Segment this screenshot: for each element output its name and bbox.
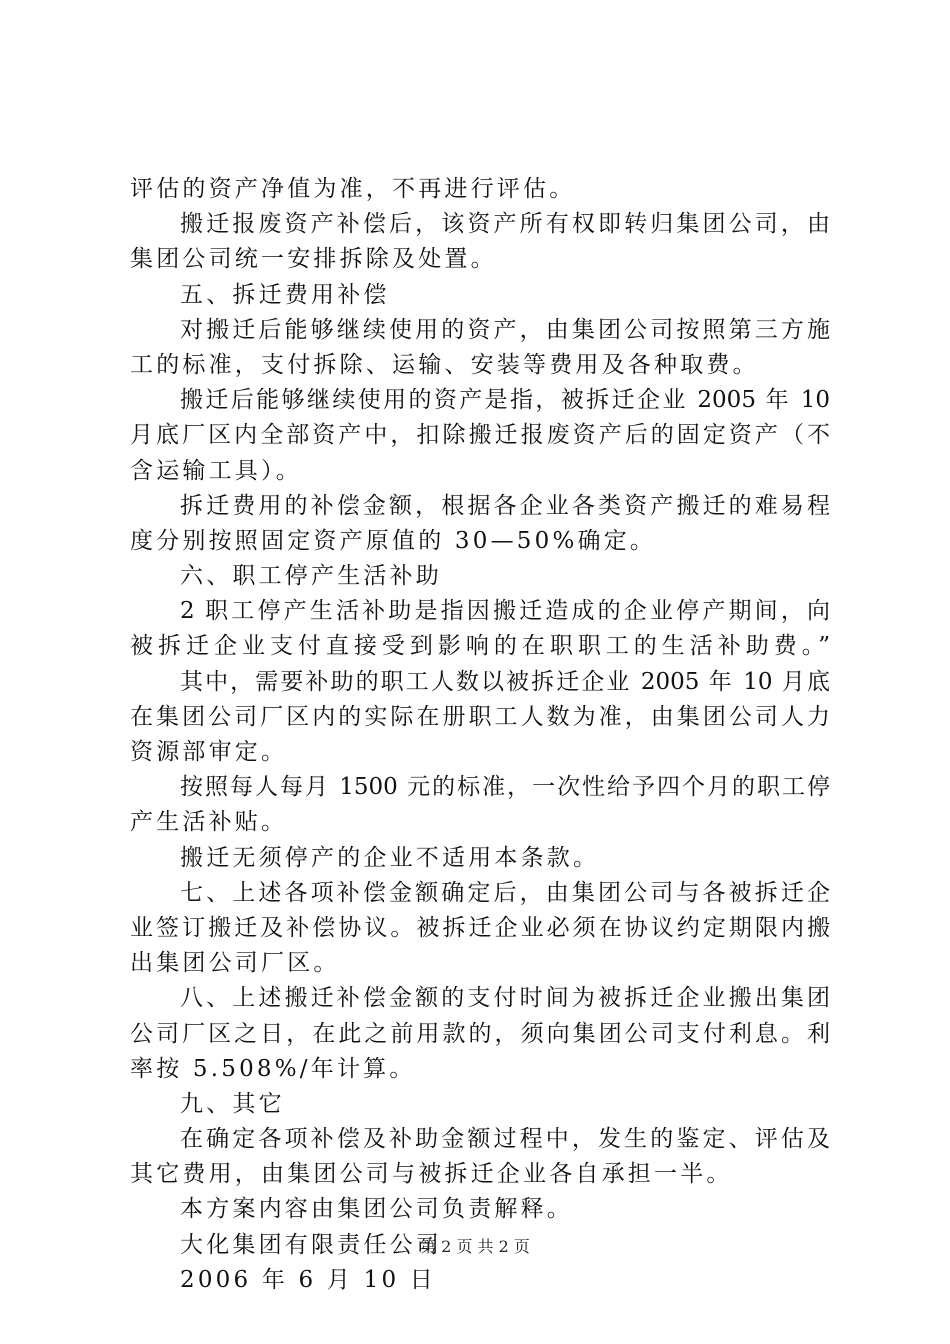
paragraph-line: 业签订搬迁及补偿协议。被拆迁企业必须在协议约定期限内搬 [130, 914, 830, 941]
paragraph-line: 工的标准，支付拆除、运输、安装等费用及各种取费。 [130, 351, 759, 378]
paragraph-line: 产生活补贴。 [130, 809, 288, 836]
section-heading: 八、上述搬迁补偿金额的支付时间为被拆迁企业搬出集团 [180, 985, 830, 1012]
paragraph-line: 含运输工具）。 [130, 457, 302, 484]
paragraph-line: 搬迁后能够继续使用的资产是指，被拆迁企业 2005 年 10 [180, 387, 830, 414]
section-heading: 六、职工停产生活补助 [180, 563, 442, 590]
section-heading: 七、上述各项补偿金额确定后，由集团公司与各被拆迁企 [180, 879, 830, 906]
paragraph-line: 被拆迁企业支付直接受到影响的在职职工的生活补助费。” [130, 633, 830, 660]
paragraph-line: 集团公司统一安排拆除及处置。 [130, 246, 497, 273]
section-heading: 五、拆迁费用补偿 [180, 281, 390, 308]
signature-date: 2006 年 6 月 10 日 [180, 1266, 436, 1293]
paragraph-line: 在集团公司厂区内的实际在册职工人数为准，由集团公司人力 [130, 703, 830, 730]
paragraph-line: 月底厂区内全部资产中，扣除搬迁报废资产后的固定资产（不 [130, 422, 830, 449]
paragraph-line: 2 职工停产生活补助是指因搬迁造成的企业停产期间，向 [180, 598, 830, 625]
page-number: 第 2 页 共 2 页 [420, 1237, 530, 1256]
paragraph-line: 拆迁费用的补偿金额，根据各企业各类资产搬迁的难易程 [180, 492, 830, 519]
paragraph-line: 其它费用，由集团公司与被拆迁企业各自承担一半。 [130, 1161, 733, 1188]
page-footer [0, 1234, 950, 1257]
paragraph-line: 度分别按照固定资产原值的 30—50%确定。 [130, 527, 657, 554]
paragraph-line: 评估的资产净值为准，不再进行评估。 [130, 176, 576, 202]
signature-organization: 大化集团有限责任公司 [180, 1231, 442, 1258]
paragraph-line: 搬迁报废资产补偿后，该资产所有权即转归集团公司，由 [180, 211, 830, 238]
paragraph-line: 其中，需要补助的职工人数以被拆迁企业 2005 年 10 月底 [180, 668, 830, 695]
paragraph-line: 资源部审定。 [130, 739, 288, 765]
paragraph-line: 对搬迁后能够继续使用的资产，由集团公司按照第三方施 [180, 316, 830, 343]
paragraph-line: 在确定各项补偿及补助金额过程中，发生的鉴定、评估及 [180, 1126, 830, 1153]
document-body [130, 172, 830, 1298]
paragraph-line: 出集团公司厂区。 [130, 950, 340, 977]
paragraph-line: 率按 5.508%/年计算。 [130, 1055, 416, 1082]
paragraph-line: 按照每人每月 1500 元的标准，一次性给予四个月的职工停 [180, 774, 830, 801]
section-heading: 九、其它 [180, 1090, 285, 1117]
paragraph-line: 公司厂区之日，在此之前用款的，须向集团公司支付利息。利 [130, 1020, 830, 1047]
paragraph-line: 本方案内容由集团公司负责解释。 [180, 1196, 573, 1223]
paragraph-line: 搬迁无须停产的企业不适用本条款。 [180, 844, 600, 871]
